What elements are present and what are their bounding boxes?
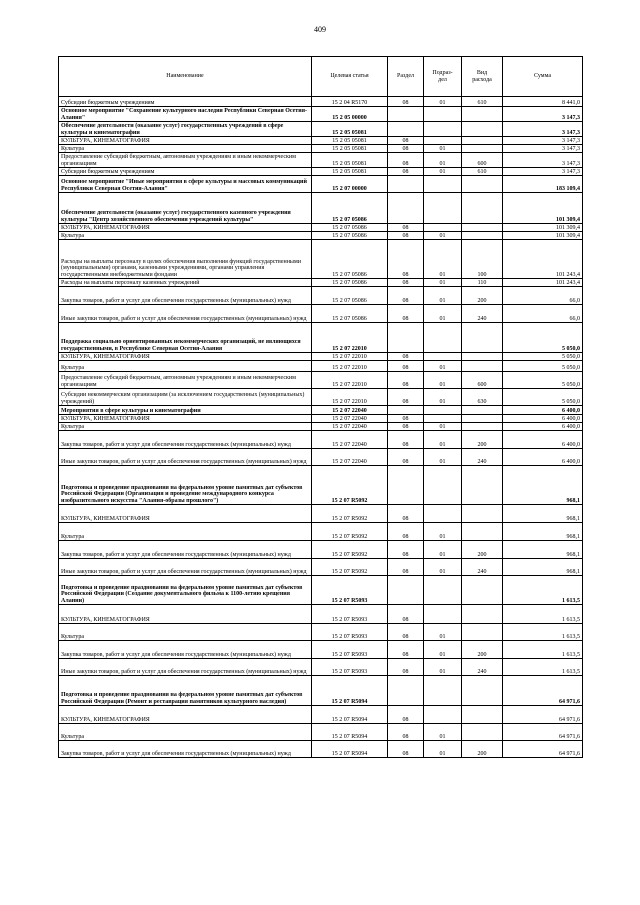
row-expense-type (462, 466, 503, 505)
row-target-article: 15 2 07 R5092 (312, 505, 388, 523)
row-amount: 5 050,0 (503, 389, 583, 406)
table-row (59, 406, 583, 415)
table-row (59, 137, 583, 145)
row-amount: 66,0 (503, 287, 583, 305)
row-subsection: 01 (424, 287, 462, 305)
row-subsection (424, 676, 462, 706)
row-target-article: 15 2 07 05086 (312, 305, 388, 323)
row-target-article: 15 2 07 22040 (312, 423, 388, 431)
row-subsection: 01 (424, 559, 462, 576)
row-subsection (424, 406, 462, 415)
row-section: 08 (388, 559, 424, 576)
row-expense-type (462, 406, 503, 415)
row-amount: 5 050,0 (503, 361, 583, 372)
row-target-article: 15 2 07 22040 (312, 449, 388, 466)
table-row (59, 741, 583, 758)
row-subsection: 01 (424, 153, 462, 168)
row-section: 08 (388, 724, 424, 741)
row-target-article: 15 2 07 05086 (312, 224, 388, 232)
row-target-article: 15 2 07 00000 (312, 176, 388, 193)
row-subsection: 01 (424, 97, 462, 107)
header-amount: Сумма (503, 57, 583, 97)
table-row (59, 287, 583, 305)
row-expense-type: 200 (462, 741, 503, 758)
table-row (59, 232, 583, 240)
row-expense-type (462, 676, 503, 706)
row-expense-type: 610 (462, 168, 503, 176)
row-subsection: 01 (424, 145, 462, 153)
table-row (59, 305, 583, 323)
row-section: 08 (388, 541, 424, 559)
row-expense-type (462, 107, 503, 122)
row-subsection: 01 (424, 659, 462, 676)
row-target-article: 15 2 05 05081 (312, 168, 388, 176)
row-section: 08 (388, 389, 424, 406)
row-subsection: 01 (424, 361, 462, 372)
table-row (59, 449, 583, 466)
row-section (388, 466, 424, 505)
row-target-article: 15 2 07 22010 (312, 372, 388, 389)
table-row (59, 559, 583, 576)
row-section: 08 (388, 431, 424, 449)
row-expense-type (462, 576, 503, 605)
row-expense-type: 600 (462, 153, 503, 168)
page-number: 409 (314, 25, 326, 34)
row-subsection: 01 (424, 724, 462, 741)
row-target-article: 15 2 07 22010 (312, 389, 388, 406)
row-subsection (424, 466, 462, 505)
row-amount: 3 147,3 (503, 168, 583, 176)
row-amount: 6 400,0 (503, 415, 583, 423)
row-name: Основное мероприятие "Сохранение культурного наследия Республики Северная Осетия-Алания" (59, 107, 312, 122)
row-name: Культура (59, 423, 312, 431)
row-section (388, 576, 424, 605)
row-target-article: 15 2 07 R5093 (312, 641, 388, 659)
table-row (59, 576, 583, 605)
row-target-article: 15 2 07 05086 (312, 193, 388, 224)
table-row (59, 107, 583, 122)
row-name: Поддержка социально ориентированных некоммерческих организаций, не являющихся государственными, в Республике Северная Осетия-Алания (59, 323, 312, 353)
row-expense-type: 240 (462, 559, 503, 576)
table-row (59, 641, 583, 659)
row-expense-type (462, 353, 503, 361)
row-name: Подготовка и проведение празднования на федеральном уровне памятных дат субъектов Российской Федерации (Ремонт и реставрация памятников культурного наследия) (59, 676, 312, 706)
row-target-article: 15 2 07 R5093 (312, 624, 388, 641)
row-expense-type (462, 624, 503, 641)
row-section: 08 (388, 232, 424, 240)
row-subsection (424, 576, 462, 605)
row-amount: 3 147,3 (503, 145, 583, 153)
row-section: 08 (388, 449, 424, 466)
row-expense-type (462, 145, 503, 153)
table-row (59, 153, 583, 168)
row-name: КУЛЬТУРА, КИНЕМАТОГРАФИЯ (59, 415, 312, 423)
row-section (388, 193, 424, 224)
row-target-article: 15 2 07 22010 (312, 361, 388, 372)
row-expense-type: 240 (462, 449, 503, 466)
row-section (388, 406, 424, 415)
row-section: 08 (388, 353, 424, 361)
row-amount: 968,1 (503, 523, 583, 541)
row-subsection: 01 (424, 624, 462, 641)
table-row (59, 389, 583, 406)
row-section: 08 (388, 361, 424, 372)
row-subsection: 01 (424, 541, 462, 559)
row-name: Субсидии бюджетным учреждениям (59, 97, 312, 107)
row-target-article: 15 2 07 R5094 (312, 741, 388, 758)
row-amount: 6 400,0 (503, 431, 583, 449)
row-expense-type (462, 232, 503, 240)
row-subsection: 01 (424, 389, 462, 406)
table-row (59, 541, 583, 559)
row-section: 08 (388, 137, 424, 145)
row-name: Субсидии некоммерческим организациям (за исключением государственных (муниципальных) учреждений) (59, 389, 312, 406)
row-amount: 64 971,6 (503, 724, 583, 741)
row-expense-type: 240 (462, 659, 503, 676)
row-subsection: 01 (424, 279, 462, 287)
row-subsection: 01 (424, 741, 462, 758)
row-section: 08 (388, 706, 424, 724)
row-amount: 968,1 (503, 559, 583, 576)
row-name: Иные закупки товаров, работ и услуг для обеспечения государственных (муниципальных) нужд (59, 305, 312, 323)
row-target-article: 15 2 07 R5094 (312, 676, 388, 706)
table-row (59, 423, 583, 431)
row-expense-type (462, 137, 503, 145)
row-section (388, 323, 424, 353)
row-amount: 5 050,0 (503, 372, 583, 389)
row-target-article: 15 2 07 R5092 (312, 541, 388, 559)
row-subsection (424, 122, 462, 137)
row-amount: 101 243,4 (503, 279, 583, 287)
row-amount: 1 613,5 (503, 659, 583, 676)
row-name: Культура (59, 361, 312, 372)
row-amount: 1 613,5 (503, 605, 583, 624)
row-target-article: 15 2 05 05081 (312, 137, 388, 145)
row-amount: 101 243,4 (503, 240, 583, 279)
table-row (59, 353, 583, 361)
row-subsection (424, 224, 462, 232)
row-subsection: 01 (424, 232, 462, 240)
row-name: Основное мероприятие "Иные мероприятия в сфере культуры и массовых коммуникаций Республики Северная Осетия-Алания" (59, 176, 312, 193)
table-row (59, 168, 583, 176)
table-row (59, 659, 583, 676)
row-target-article: 15 2 07 22040 (312, 406, 388, 415)
row-name: Культура (59, 624, 312, 641)
table-row (59, 240, 583, 279)
row-target-article: 15 2 07 R5093 (312, 605, 388, 624)
row-target-article: 15 2 07 R5093 (312, 659, 388, 676)
header-subsection: Подраз- дел (424, 57, 462, 97)
row-section (388, 107, 424, 122)
row-amount: 64 971,6 (503, 741, 583, 758)
row-expense-type: 630 (462, 389, 503, 406)
row-amount: 5 050,0 (503, 353, 583, 361)
row-amount: 968,1 (503, 466, 583, 505)
row-amount: 1 613,5 (503, 576, 583, 605)
row-section: 08 (388, 372, 424, 389)
table-row (59, 624, 583, 641)
row-expense-type (462, 361, 503, 372)
row-name: КУЛЬТУРА, КИНЕМАТОГРАФИЯ (59, 137, 312, 145)
table-row (59, 724, 583, 741)
row-target-article: 15 2 05 05081 (312, 145, 388, 153)
row-subsection: 01 (424, 641, 462, 659)
row-section: 08 (388, 741, 424, 758)
row-section: 08 (388, 287, 424, 305)
row-section (388, 122, 424, 137)
row-expense-type: 200 (462, 287, 503, 305)
row-subsection (424, 107, 462, 122)
table-row (59, 224, 583, 232)
row-expense-type (462, 523, 503, 541)
row-target-article: 15 2 07 R5092 (312, 466, 388, 505)
table-row (59, 122, 583, 137)
row-expense-type (462, 122, 503, 137)
row-name: Расходы на выплаты персоналу в целях обеспечения выполнения функций государственными (муниципальными) органами, казенными учреждениями, органами управления государственными внебюджетными фондами (59, 240, 312, 279)
row-name: Закупка товаров, работ и услуг для обеспечения государственных (муниципальных) нужд (59, 287, 312, 305)
row-name: Подготовка и проведение празднования на федеральном уровне памятных дат субъектов Российской Федерации (Организация и проведение международного конкурса изобразительного искусства "Алания-образы прошлого") (59, 466, 312, 505)
row-subsection (424, 176, 462, 193)
table-row (59, 323, 583, 353)
row-section: 08 (388, 641, 424, 659)
row-section (388, 176, 424, 193)
row-expense-type (462, 505, 503, 523)
row-amount: 183 109,4 (503, 176, 583, 193)
row-expense-type: 600 (462, 372, 503, 389)
row-section: 08 (388, 168, 424, 176)
row-name: Закупка товаров, работ и услуг для обеспечения государственных (муниципальных) нужд (59, 431, 312, 449)
row-target-article: 15 2 07 R5092 (312, 523, 388, 541)
table-row (59, 361, 583, 372)
row-target-article: 15 2 07 05086 (312, 232, 388, 240)
row-name: Культура (59, 232, 312, 240)
row-subsection (424, 193, 462, 224)
row-section: 08 (388, 97, 424, 107)
row-expense-type (462, 605, 503, 624)
row-target-article: 15 2 07 05086 (312, 279, 388, 287)
row-name: Иные закупки товаров, работ и услуг для обеспечения государственных (муниципальных) нужд (59, 559, 312, 576)
row-section: 08 (388, 423, 424, 431)
row-target-article: 15 2 07 22040 (312, 415, 388, 423)
row-target-article: 15 2 04 R5170 (312, 97, 388, 107)
row-subsection: 01 (424, 523, 462, 541)
row-target-article: 15 2 05 00000 (312, 107, 388, 122)
row-amount: 3 147,3 (503, 107, 583, 122)
row-name: Обеспечение деятельности (оказание услуг) государственных учреждений в сфере культуры и кинематографии (59, 122, 312, 137)
row-subsection (424, 323, 462, 353)
row-amount: 101 309,4 (503, 224, 583, 232)
row-expense-type: 200 (462, 641, 503, 659)
row-target-article: 15 2 07 R5094 (312, 724, 388, 741)
row-target-article: 15 2 07 R5093 (312, 576, 388, 605)
row-amount: 3 147,3 (503, 137, 583, 145)
table-row (59, 176, 583, 193)
row-name: Расходы на выплаты персоналу казенных учреждений (59, 279, 312, 287)
row-subsection: 01 (424, 372, 462, 389)
row-expense-type (462, 176, 503, 193)
row-target-article: 15 2 07 22040 (312, 431, 388, 449)
row-section: 08 (388, 145, 424, 153)
row-amount: 101 309,4 (503, 193, 583, 224)
row-name: Закупка товаров, работ и услуг для обеспечения государственных (муниципальных) нужд (59, 741, 312, 758)
row-section: 08 (388, 415, 424, 423)
table-row (59, 466, 583, 505)
row-amount: 6 400,0 (503, 449, 583, 466)
row-amount: 3 147,3 (503, 153, 583, 168)
row-name: КУЛЬТУРА, КИНЕМАТОГРАФИЯ (59, 353, 312, 361)
row-subsection: 01 (424, 449, 462, 466)
row-section: 08 (388, 523, 424, 541)
row-subsection (424, 505, 462, 523)
row-section: 08 (388, 224, 424, 232)
row-expense-type (462, 193, 503, 224)
row-name: Иные закупки товаров, работ и услуг для обеспечения государственных (муниципальных) нужд (59, 449, 312, 466)
row-subsection (424, 706, 462, 724)
table-row (59, 279, 583, 287)
budget-table (58, 56, 583, 758)
row-target-article: 15 2 05 05081 (312, 153, 388, 168)
row-name: Мероприятия в сфере культуры и кинематографии (59, 406, 312, 415)
row-name: Закупка товаров, работ и услуг для обеспечения государственных (муниципальных) нужд (59, 641, 312, 659)
row-subsection (424, 353, 462, 361)
row-section (388, 676, 424, 706)
row-subsection: 01 (424, 168, 462, 176)
row-name: Культура (59, 724, 312, 741)
header-expense-type: Вид расхода (462, 57, 503, 97)
row-amount: 6 400,0 (503, 423, 583, 431)
row-amount: 66,0 (503, 305, 583, 323)
row-expense-type (462, 724, 503, 741)
table-row (59, 605, 583, 624)
row-amount: 64 971,6 (503, 706, 583, 724)
row-expense-type: 110 (462, 279, 503, 287)
row-subsection: 01 (424, 305, 462, 323)
row-expense-type: 240 (462, 305, 503, 323)
row-section: 08 (388, 624, 424, 641)
table-row (59, 97, 583, 107)
row-target-article: 15 2 07 R5094 (312, 706, 388, 724)
row-section: 08 (388, 279, 424, 287)
table-body (59, 97, 583, 758)
row-expense-type (462, 323, 503, 353)
row-expense-type: 100 (462, 240, 503, 279)
row-target-article: 15 2 07 R5092 (312, 559, 388, 576)
row-amount: 6 400,0 (503, 406, 583, 415)
row-amount: 5 050,0 (503, 323, 583, 353)
header-section: Раздел (388, 57, 424, 97)
row-name: Культура (59, 523, 312, 541)
table-row (59, 145, 583, 153)
row-target-article: 15 2 07 05086 (312, 287, 388, 305)
row-amount: 8 441,0 (503, 97, 583, 107)
row-section: 08 (388, 659, 424, 676)
row-name: Предоставление субсидий бюджетным, автономным учреждениям и иным некоммерческим организациям (59, 153, 312, 168)
header-name: Наименование (59, 57, 312, 97)
table-row (59, 415, 583, 423)
row-name: Предоставление субсидий бюджетным, автономным учреждениям и иным некоммерческим организациям (59, 372, 312, 389)
row-name: Субсидии бюджетным учреждениям (59, 168, 312, 176)
row-target-article: 15 2 07 22010 (312, 323, 388, 353)
row-section: 08 (388, 240, 424, 279)
table-row (59, 431, 583, 449)
table-row (59, 505, 583, 523)
row-expense-type (462, 224, 503, 232)
row-name: Подготовка и проведение празднования на федеральном уровне памятных дат субъектов Российской Федерации (Создание документального фильма к 1100-летию крещения Алании) (59, 576, 312, 605)
table-row (59, 523, 583, 541)
row-name: Закупка товаров, работ и услуг для обеспечения государственных (муниципальных) нужд (59, 541, 312, 559)
row-name: КУЛЬТУРА, КИНЕМАТОГРАФИЯ (59, 706, 312, 724)
row-section: 08 (388, 605, 424, 624)
row-section: 08 (388, 305, 424, 323)
row-name: Обеспечение деятельности (оказание услуг) государственного казенного учреждения культуры "Центр хозяйственного обеспечения учреждений культуры" (59, 193, 312, 224)
row-expense-type (462, 706, 503, 724)
row-amount: 1 613,5 (503, 641, 583, 659)
header-target-article: Целевая статья (312, 57, 388, 97)
row-target-article: 15 2 05 05081 (312, 122, 388, 137)
row-subsection (424, 415, 462, 423)
row-subsection: 01 (424, 240, 462, 279)
row-amount: 101 309,4 (503, 232, 583, 240)
table-row (59, 193, 583, 224)
row-expense-type: 610 (462, 97, 503, 107)
row-name: Культура (59, 145, 312, 153)
row-name: КУЛЬТУРА, КИНЕМАТОГРАФИЯ (59, 605, 312, 624)
table-row (59, 372, 583, 389)
row-name: Иные закупки товаров, работ и услуг для обеспечения государственных (муниципальных) нужд (59, 659, 312, 676)
row-amount: 1 613,5 (503, 624, 583, 641)
row-name: КУЛЬТУРА, КИНЕМАТОГРАФИЯ (59, 224, 312, 232)
row-target-article: 15 2 07 05086 (312, 240, 388, 279)
row-amount: 3 147,3 (503, 122, 583, 137)
table-row (59, 706, 583, 724)
table-row (59, 676, 583, 706)
table-header (59, 57, 583, 97)
row-section: 08 (388, 153, 424, 168)
row-amount: 968,1 (503, 541, 583, 559)
row-subsection: 01 (424, 423, 462, 431)
row-expense-type (462, 415, 503, 423)
row-amount: 968,1 (503, 505, 583, 523)
row-target-article: 15 2 07 22010 (312, 353, 388, 361)
row-expense-type (462, 423, 503, 431)
row-subsection (424, 137, 462, 145)
row-section: 08 (388, 505, 424, 523)
row-expense-type: 200 (462, 541, 503, 559)
row-expense-type: 200 (462, 431, 503, 449)
row-subsection (424, 605, 462, 624)
row-subsection: 01 (424, 431, 462, 449)
row-amount: 64 971,6 (503, 676, 583, 706)
row-name: КУЛЬТУРА, КИНЕМАТОГРАФИЯ (59, 505, 312, 523)
